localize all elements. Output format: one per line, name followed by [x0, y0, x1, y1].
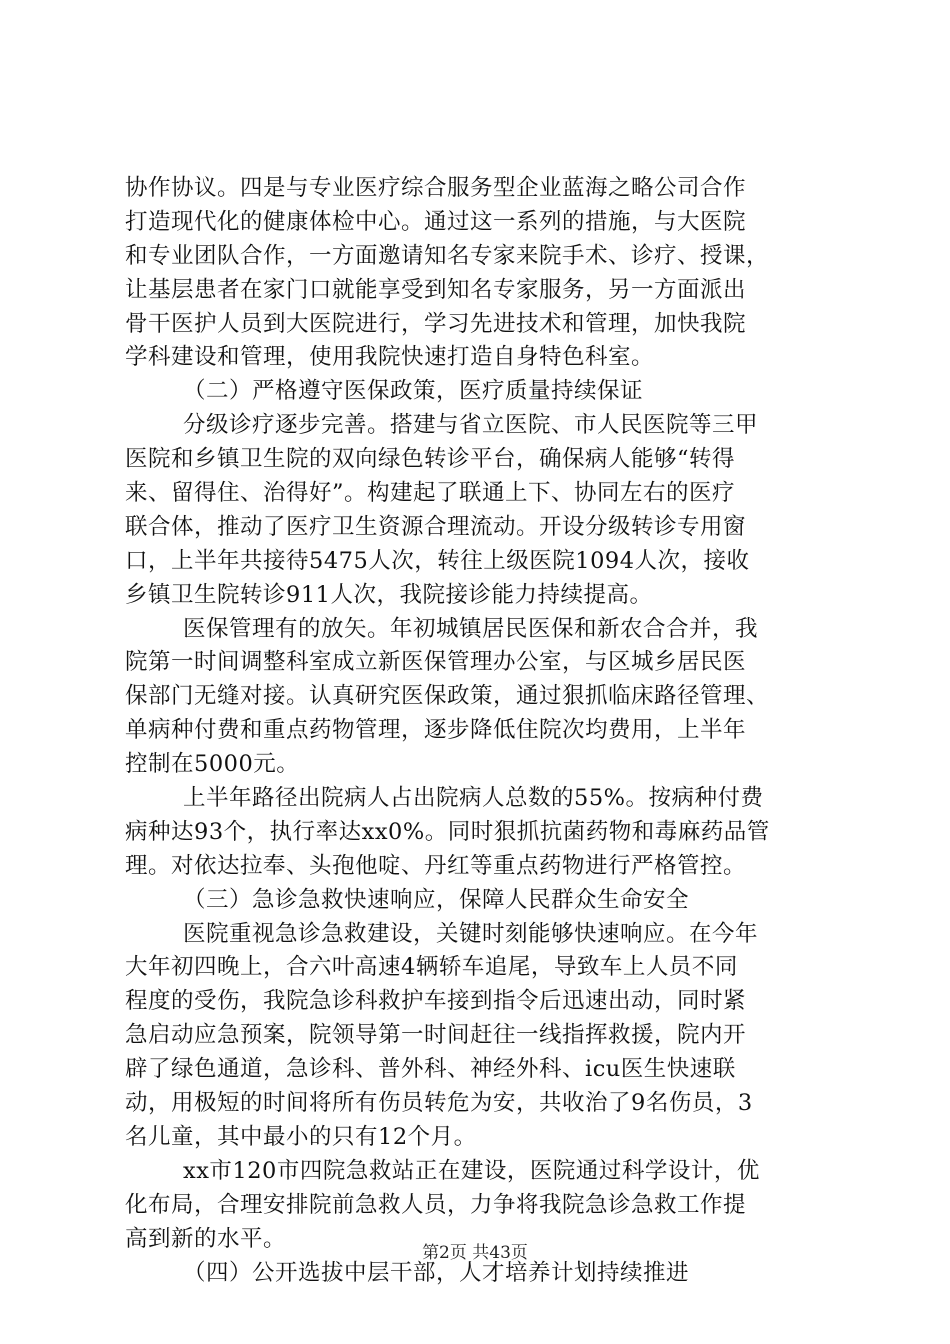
- text-line: 单病种付费和重点药物管理，逐步降低住院次均费用，上半年: [125, 717, 747, 744]
- text-line: 分级诊疗逐步完善。搭建与省立医院、市人民医院等三甲: [183, 412, 759, 439]
- body-text: [125, 172, 837, 1290]
- text-line: 乡镇卫生院转诊911人次，我院接诊能力持续提高。: [125, 581, 653, 608]
- text-line: 动，用极短的时间将所有伤员转危为安，共收治了9名伤员，3: [125, 1090, 753, 1117]
- text-line: 骨干医护人员到大医院进行，学习先进技术和管理，加快我院: [125, 310, 747, 337]
- text-line: 辟了绿色通道，急诊科、普外科、神经外科、icu医生快速联: [125, 1056, 736, 1083]
- text-line: 医院重视急诊急救建设，关键时刻能够快速响应。在今年: [183, 920, 759, 947]
- page-footer: [0, 1238, 950, 1263]
- text-line: 高到新的水平。: [125, 1225, 287, 1252]
- text-line: 让基层患者在家门口就能享受到知名专家服务，另一方面派出: [125, 276, 747, 303]
- text-line: 院第一时间调整科室成立新医保管理办公室，与区城乡居民医: [125, 649, 747, 676]
- section-heading: （四）公开选拔中层干部，人才培养计划持续推进: [183, 1259, 690, 1286]
- text-line: 医院和乡镇卫生院的双向绿色转诊平台，确保病人能够“转得: [125, 446, 736, 473]
- section-heading: （三）急诊急救快速响应，保障人民群众生命安全: [183, 886, 690, 913]
- text-line: 学科建设和管理，使用我院快速打造自身特色科室。: [125, 344, 655, 371]
- text-line: 来、留得住、治得好”。构建起了联通上下、协同左右的医疗: [125, 480, 736, 507]
- text-line: 医保管理有的放矢。年初城镇居民医保和新农合合并，我: [183, 615, 759, 642]
- text-line: 急启动应急预案，院领导第一时间赶往一线指挥救援，院内开: [125, 1022, 747, 1049]
- text-line: 程度的受伤，我院急诊科救护车接到指令后迅速出动，同时紧: [125, 988, 747, 1015]
- text-line: 保部门无缝对接。认真研究医保政策，通过狠抓临床路径管理、: [125, 683, 770, 710]
- text-line: 病种达93个，执行率达xx0%。同时狠抓抗菌药物和毒麻药品管: [125, 818, 770, 845]
- text-line: 大年初四晚上，合六叶高速4辆轿车追尾，导致车上人员不同: [125, 954, 738, 981]
- text-line: 口，上半年共接待5475人次，转往上级医院1094人次，接收: [125, 547, 750, 574]
- text-line: xx市120市四院急救站正在建设，医院通过科学设计，优: [183, 1157, 760, 1184]
- text-line: 名儿童，其中最小的只有12个月。: [125, 1123, 477, 1150]
- text-line: 打造现代化的健康体检中心。通过这一系列的措施，与大医院: [125, 208, 747, 235]
- text-line: 上半年路径出院病人占出院病人总数的55%。按病种付费: [183, 785, 764, 812]
- text-line: 化布局，合理安排院前急救人员，力争将我院急诊急救工作提: [125, 1191, 747, 1218]
- text-line: 协作协议。四是与专业医疗综合服务型企业蓝海之略公司合作: [125, 175, 747, 201]
- page-number-label: 第2页 共43页: [422, 1243, 528, 1263]
- section-heading: （二）严格遵守医保政策，医疗质量持续保证: [183, 378, 644, 405]
- text-line: 联合体，推动了医疗卫生资源合理流动。开设分级转诊专用窗: [125, 513, 747, 540]
- text-line: 和专业团队合作，一方面邀请知名专家来院手术、诊疗、授课，: [125, 242, 770, 269]
- text-line: 控制在5000元。: [125, 751, 300, 778]
- text-line: 理。对依达拉奉、头孢他啶、丹红等重点药物进行严格管控。: [125, 852, 747, 879]
